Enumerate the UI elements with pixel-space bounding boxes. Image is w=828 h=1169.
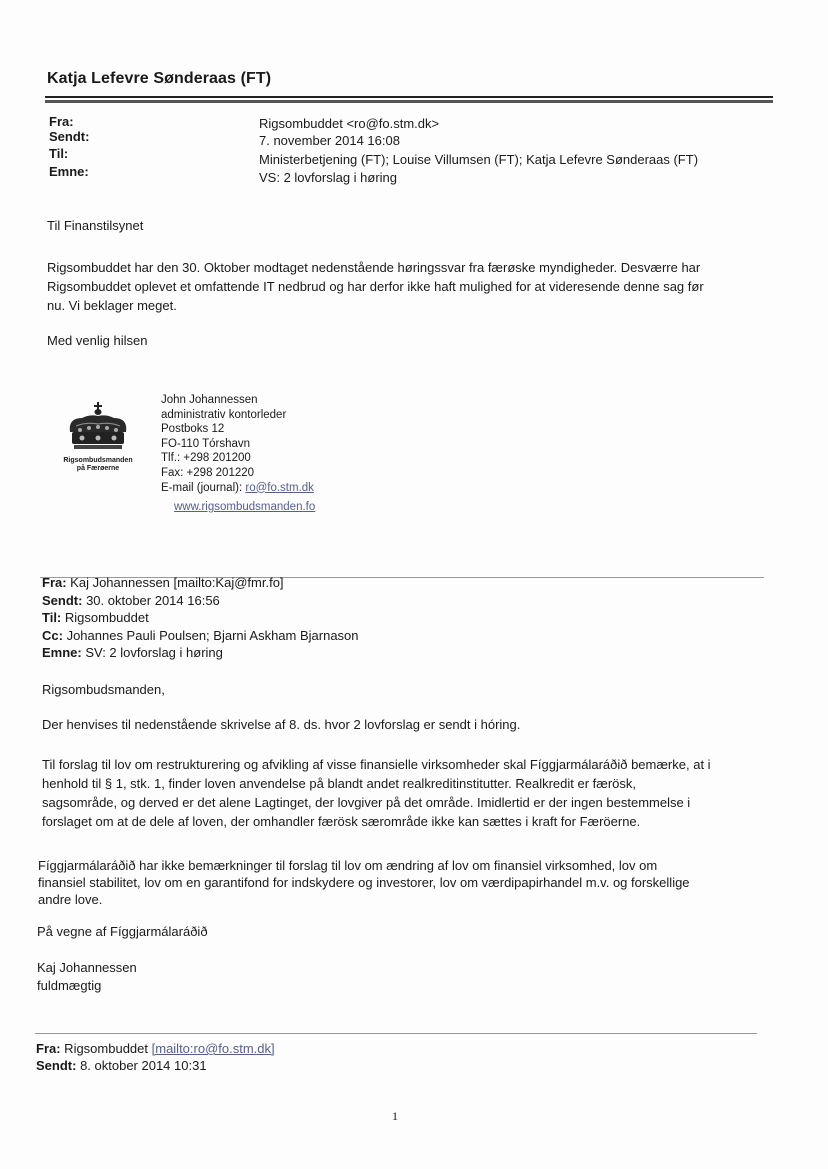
logo-caption [46, 457, 150, 473]
body2-signature-title: fuldmægtig [37, 978, 102, 993]
sent-value: 7. november 2014 16:08 [259, 133, 400, 148]
signature-email-label: E-mail (journal): [161, 481, 243, 494]
signature-address1: Postboks 12 [161, 423, 225, 436]
from-value: Rigsombuddet <ro@fo.stm.dk> [259, 116, 440, 131]
fwd1-from-row [42, 573, 284, 592]
signature-email-row [161, 481, 314, 496]
body2-para1: Der henvises til nedenstående skrivelse af 8. ds. hvor 2 lovforslag er sendt i hóring. [42, 717, 521, 732]
fwd2-sent-label: Sendt: [36, 1058, 77, 1073]
fwd2-from-mailto-link[interactable]: [mailto:ro@fo.stm.dk] [151, 1041, 275, 1056]
from-label: Fra: [49, 114, 74, 129]
body2-closing: På vegne af Fíggjarmálaráðið [37, 924, 208, 939]
logo-caption-line1: Rigsombudsmanden [63, 457, 133, 464]
body2-para3-line3: andre love. [38, 892, 103, 907]
body2-para2-line4: forslaget om at de dele af loven, der omhandler færösk særområde ikke kan sættes i kraft for Færöerne. [42, 814, 641, 829]
fwd2-sent-row [36, 1056, 207, 1075]
fwd2-from-label: Fra: [36, 1041, 61, 1056]
greeting-rigsombudsmanden: Rigsombudsmanden, [42, 682, 165, 697]
fwd2-from-value: Rigsombuddet [60, 1041, 152, 1056]
subject-label: Emne: [49, 164, 89, 179]
fwd1-to-row [42, 608, 149, 627]
fwd2-sent-value: 8. oktober 2014 10:31 [76, 1058, 207, 1073]
signature-email-link[interactable]: ro@fo.stm.dk [245, 481, 314, 494]
body1-line2: Rigsombuddet oplevet et omfattende IT nedbrud og har derfor ikke haft mulighed for at videresende denne sag før [47, 279, 704, 294]
body2-para2-line2: henhold til § 1, stk. 1, finder loven anvendelse på blandt andet realkreditinstitutter. Realkredit er færösk, [42, 776, 637, 791]
signature-role: administrativ kontorleder [161, 408, 287, 421]
subject-value: VS: 2 lovforslag i høring [259, 170, 398, 185]
fwd1-cc-label: Cc: [42, 628, 63, 643]
signature-website-link[interactable]: www.rigsombudsmanden.fo [174, 501, 316, 513]
logo-caption-line2: på Færøerne [76, 465, 120, 472]
signature-phone: Tlf.: +298 201200 [161, 452, 251, 465]
fwd1-cc-value: Johannes Pauli Poulsen; Bjarni Askham Bjarnason [62, 628, 359, 643]
fwd1-subject-value: SV: 2 lovforslag i høring [81, 645, 223, 660]
body1-line1: Rigsombuddet har den 30. Oktober modtaget nedenstående høringssvar fra færøske myndigheder. Desværre har [47, 260, 701, 275]
fwd1-subject-row [42, 643, 223, 662]
signature-block [161, 393, 314, 495]
closing-regards: Med venlig hilsen [47, 333, 148, 348]
document-owner-title: Katja Lefevre Sønderaas (FT) [47, 70, 272, 87]
forward-separator-2 [35, 1033, 757, 1034]
signature-fax: Fax: +298 201220 [161, 466, 255, 479]
title-divider-thick [45, 100, 773, 103]
sent-label: Sendt: [49, 129, 90, 144]
signature-address2: FO-110 Tórshavn [161, 437, 251, 450]
body2-para2-line1: Til forslag til lov om restrukturering og afvikling af visse finansielle virksomheder skal Fíggjarmálaráðið bemærke, at i [42, 757, 711, 772]
body1-line3: nu. Vi beklager meget. [47, 298, 177, 313]
fwd1-to-value: Rigsombuddet [61, 610, 149, 625]
fwd1-to-label: Til: [42, 610, 62, 625]
body2-para3-line2: finansiel stabilitet, lov om en garantifond for indskydere og investorer, lov om værdipapirhandel m.v. og forskellige [38, 875, 690, 890]
signature-name: John Johannessen [161, 394, 258, 406]
fwd1-sent-value: 30. oktober 2014 16:56 [82, 593, 220, 608]
body2-para2-line3: sagsområde, og derved er det alene Lagtinget, der lovgiver på det område. Imidlertid er der ingen bestemmelse i [42, 795, 691, 810]
title-divider [45, 96, 773, 98]
fwd1-from-value: Kaj Johannessen [mailto:Kaj@fmr.fo] [66, 575, 284, 590]
crown-logo-icon [62, 402, 134, 454]
greeting-finanstilsynet: Til Finanstilsynet [47, 218, 144, 233]
page-number: 1 [392, 1109, 398, 1123]
body2-para3-line1: Fíggjarmálaráðið har ikke bemærkninger til forslag til lov om ændring af lov om finansiel virksomhed, lov om [38, 858, 658, 873]
fwd1-from-label: Fra: [42, 575, 67, 590]
to-value: Ministerbetjening (FT); Louise Villumsen (FT); Katja Lefevre Sønderaas (FT) [259, 152, 699, 167]
fwd1-sent-label: Sendt: [42, 593, 83, 608]
body2-signature-name: Kaj Johannessen [37, 960, 137, 975]
fwd1-subject-label: Emne: [42, 645, 82, 660]
to-label: Til: [49, 146, 69, 161]
